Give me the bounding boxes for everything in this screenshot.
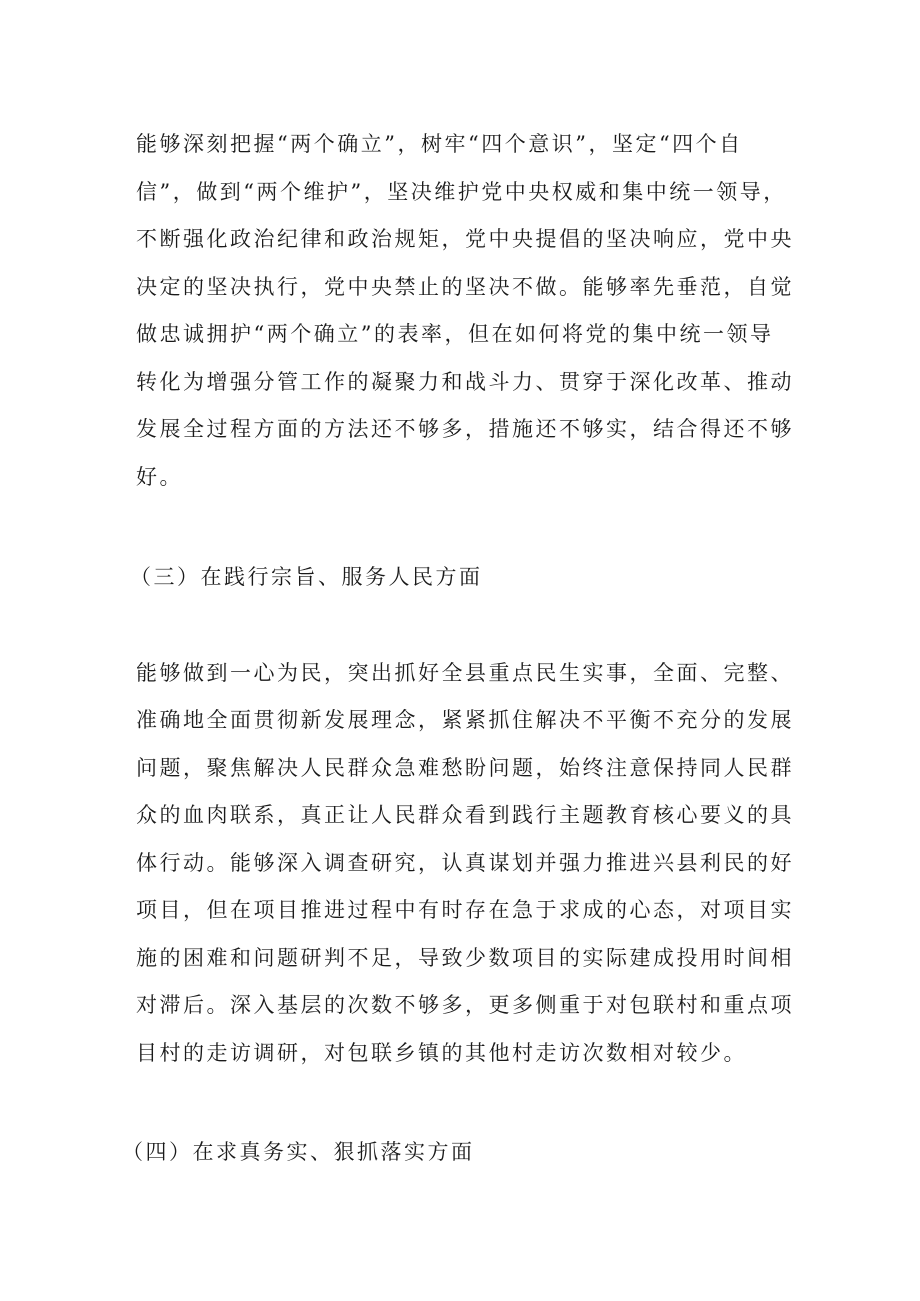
paragraph-1-line-3: 不断强化政治纪律和政治规矩，党中央提倡的坚决响应，党中央: [136, 227, 794, 251]
paragraph-2-line-9: 目村的走访调研，对包联乡镇的其他村走访次数相对较少。: [136, 1041, 747, 1065]
paragraph-1-line-2: 信”，做到“两个维护”，坚决维护党中央权威和集中统一领导，: [136, 180, 787, 204]
paragraph-1-line-4: 决定的坚决执行，党中央禁止的坚决不做。能够率先垂范，自觉: [136, 275, 794, 299]
paragraph-2-line-5: 体行动。能够深入调查研究，认真谋划并强力推进兴县利民的好: [136, 851, 794, 875]
paragraph-2-line-8: 对滞后。深入基层的次数不够多，更多侧重于对包联村和重点项: [136, 993, 794, 1017]
paragraph-1-line-6: 转化为增强分管工作的凝聚力和战斗力、贯穿于深化改革、推动: [136, 370, 794, 394]
paragraph-1-line-8: 好。: [136, 465, 183, 489]
paragraph-2-line-4: 众的血肉联系，真正让人民群众看到践行主题教育核心要义的具: [136, 803, 794, 827]
paragraph-1-line-1: 能够深刻把握“两个确立”，树牢“四个意识”，坚定“四个自: [136, 132, 743, 156]
paragraph-2-line-2: 准确地全面贯彻新发展理念，紧紧抓住解决不平衡不充分的发展: [136, 708, 794, 732]
paragraph-2-line-1: 能够做到一心为民，突出抓好全县重点民生实事，全面、完整、: [136, 661, 794, 685]
section-3-heading: （三）在践行宗旨、服务人民方面: [130, 565, 483, 589]
paragraph-2-line-6: 项目，但在项目推进过程中有时存在急于求成的心态，对项目实: [136, 898, 794, 922]
paragraph-2-line-3: 问题，聚焦解决人民群众急难愁盼问题，始终注意保持同人民群: [136, 756, 794, 780]
section-4-heading: （四）在求真务实、狠抓落实方面: [122, 1140, 475, 1164]
paragraph-1-line-7: 发展全过程方面的方法还不够多，措施还不够实，结合得还不够: [136, 417, 794, 441]
paragraph-2-line-7: 施的困难和问题研判不足，导致少数项目的实际建成投用时间相: [136, 946, 794, 970]
paragraph-1-line-5: 做忠诚拥护“两个确立”的表率，但在如何将党的集中统一领导: [136, 322, 774, 346]
